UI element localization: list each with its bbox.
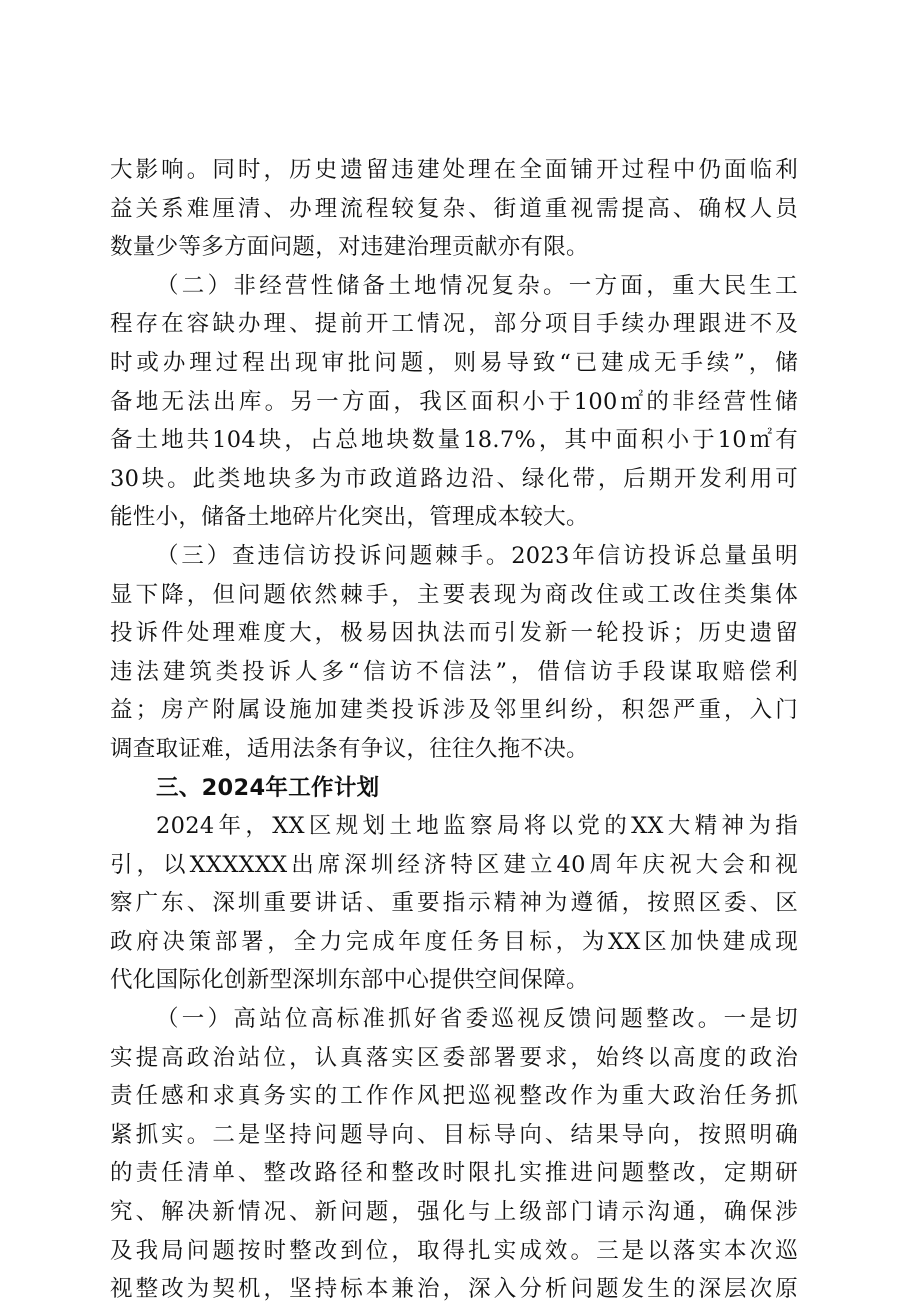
text-line: 时或办理过程出现审批问题，则易导致“已建成无手续”，储 [110, 349, 798, 376]
text-line: 大影响。同时，历史遗留违建处理在全面铺开过程中仍面临利 [110, 157, 798, 183]
text-line: 实提高政治站位，认真落实区委部署要求，始终以高度的政治 [110, 1044, 798, 1071]
text-line: 代化国际化创新型深圳东部中心提供空间保障。 [110, 967, 589, 994]
text-line: 调查取证难，适用法条有争议，往往久拖不决。 [110, 735, 589, 762]
section-heading: 三、2024年工作计划 [156, 774, 380, 801]
document-body [110, 151, 798, 1309]
text-line: 察广东、深圳重要讲话、重要指示精神为遵循，按照区委、区 [110, 890, 798, 917]
text-line: 政府决策部署，全力完成年度任务目标，为XX区加快建成现 [110, 928, 798, 955]
text-line: 及我局问题按时整改到位，取得扎实成效。三是以落实本次巡 [110, 1237, 798, 1264]
text-line: 数量少等多方面问题，对违建治理贡献亦有限。 [110, 234, 589, 261]
subsection-one-heading-line: （一）高站位高标准抓好省委巡视反馈问题整改。一是切 [156, 1006, 798, 1033]
text-line: 紧抓实。二是坚持问题导向、目标导向、结果导向，按照明确 [110, 1121, 798, 1148]
text-line: 能性小，储备土地碎片化突出，管理成本较大。 [110, 504, 589, 531]
text-line: 显下降，但问题依然棘手，主要表现为商改住或工改住类集体 [110, 581, 798, 608]
text-line: 备地无法出库。另一方面，我区面积小于100㎡的非经营性储 [110, 388, 798, 415]
text-line: 究、解决新情况、新问题，强化与上级部门请示沟通，确保涉 [110, 1199, 798, 1226]
text-line: 责任感和求真务实的工作作风把巡视整改作为重大政治任务抓 [110, 1083, 798, 1110]
text-line: 引，以XXXXXX出席深圳经济特区建立40周年庆祝大会和视 [110, 851, 798, 878]
section-two-heading-line: （二）非经营性储备土地情况复杂。一方面，重大民生工 [156, 272, 798, 299]
text-line: 违法建筑类投诉人多“信访不信法”，借信访手段谋取赔偿利 [110, 658, 798, 685]
section-three-heading-line: （三）查违信访投诉问题棘手。2023年信访投诉总量虽明 [156, 542, 798, 569]
text-line: 益关系难厘清、办理流程较复杂、街道重视需提高、确权人员 [110, 195, 798, 222]
text-line: 30块。此类地块多为市政道路边沿、绿化带，后期开发利用可 [110, 465, 798, 492]
text-line: 的责任清单、整改路径和整改时限扎实推进问题整改，定期研 [110, 1160, 798, 1187]
text-line: 2024年，XX区规划土地监察局将以党的XX大精神为指 [156, 813, 798, 840]
text-line: 视整改为契机，坚持标本兼治，深入分析问题发生的深层次原 [110, 1276, 798, 1303]
text-line: 益；房产附属设施加建类投诉涉及邻里纠纷，积怨严重，入门 [110, 697, 798, 724]
text-line: 投诉件处理难度大，极易因执法而引发新一轮投诉；历史遗留 [110, 620, 798, 647]
text-line: 备土地共104块，占总地块数量18.7%，其中面积小于10㎡有 [110, 427, 798, 454]
text-line: 程存在容缺办理、提前开工情况，部分项目手续办理跟进不及 [110, 311, 798, 338]
